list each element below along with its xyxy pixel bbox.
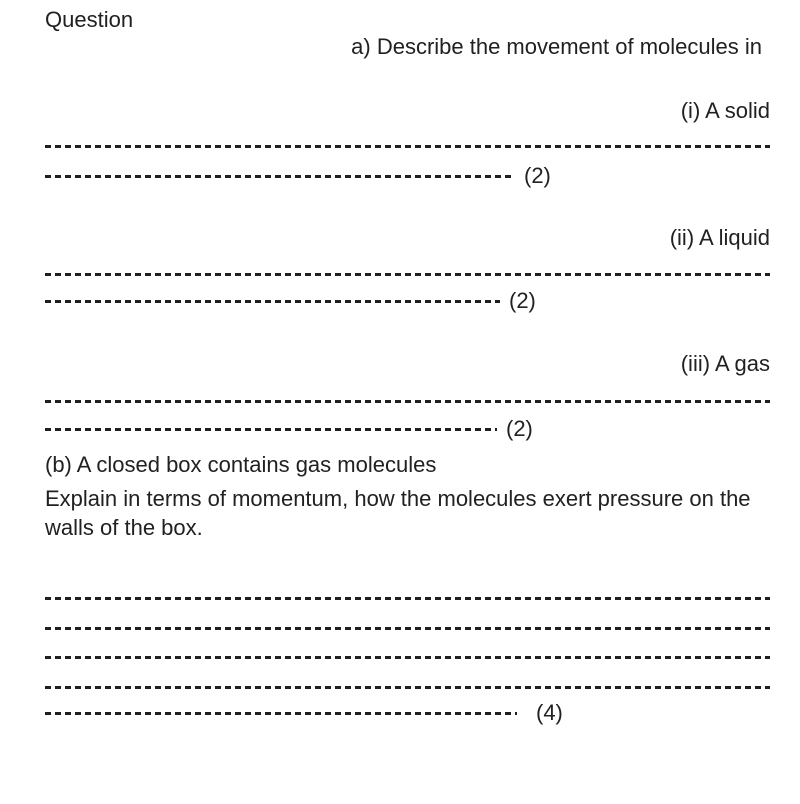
answer-line-row <box>45 287 536 315</box>
answer-line-row <box>45 699 563 727</box>
part-a-prompt: a) Describe the movement of molecules in <box>351 34 762 59</box>
answer-line <box>45 273 770 276</box>
marks-badge: (2) <box>524 163 551 188</box>
subpart-ii-label: (ii) A liquid <box>669 225 770 250</box>
part-b-prompt: Explain in terms of momentum, how the molecules exert pressure on the walls of the box. <box>45 486 751 540</box>
answer-line <box>45 175 515 178</box>
part-b-intro: (b) A closed box contains gas molecules <box>45 452 437 477</box>
subpart-i-label: (i) A solid <box>680 98 770 123</box>
answer-line-row <box>45 415 533 443</box>
answer-line <box>45 712 517 715</box>
answer-line <box>45 686 770 689</box>
answer-line <box>45 428 497 431</box>
answer-line <box>45 400 770 403</box>
answer-line <box>45 656 770 659</box>
answer-line <box>45 597 770 600</box>
marks-badge: (2) <box>506 416 533 441</box>
question-heading: Question <box>45 7 134 32</box>
subpart-iii-label: (iii) A gas <box>680 351 770 376</box>
marks-badge: (2) <box>509 288 536 313</box>
marks-badge: (4) <box>536 700 563 725</box>
answer-line <box>45 145 770 148</box>
answer-line <box>45 627 770 630</box>
answer-line-row <box>45 162 551 190</box>
answer-line <box>45 300 500 303</box>
